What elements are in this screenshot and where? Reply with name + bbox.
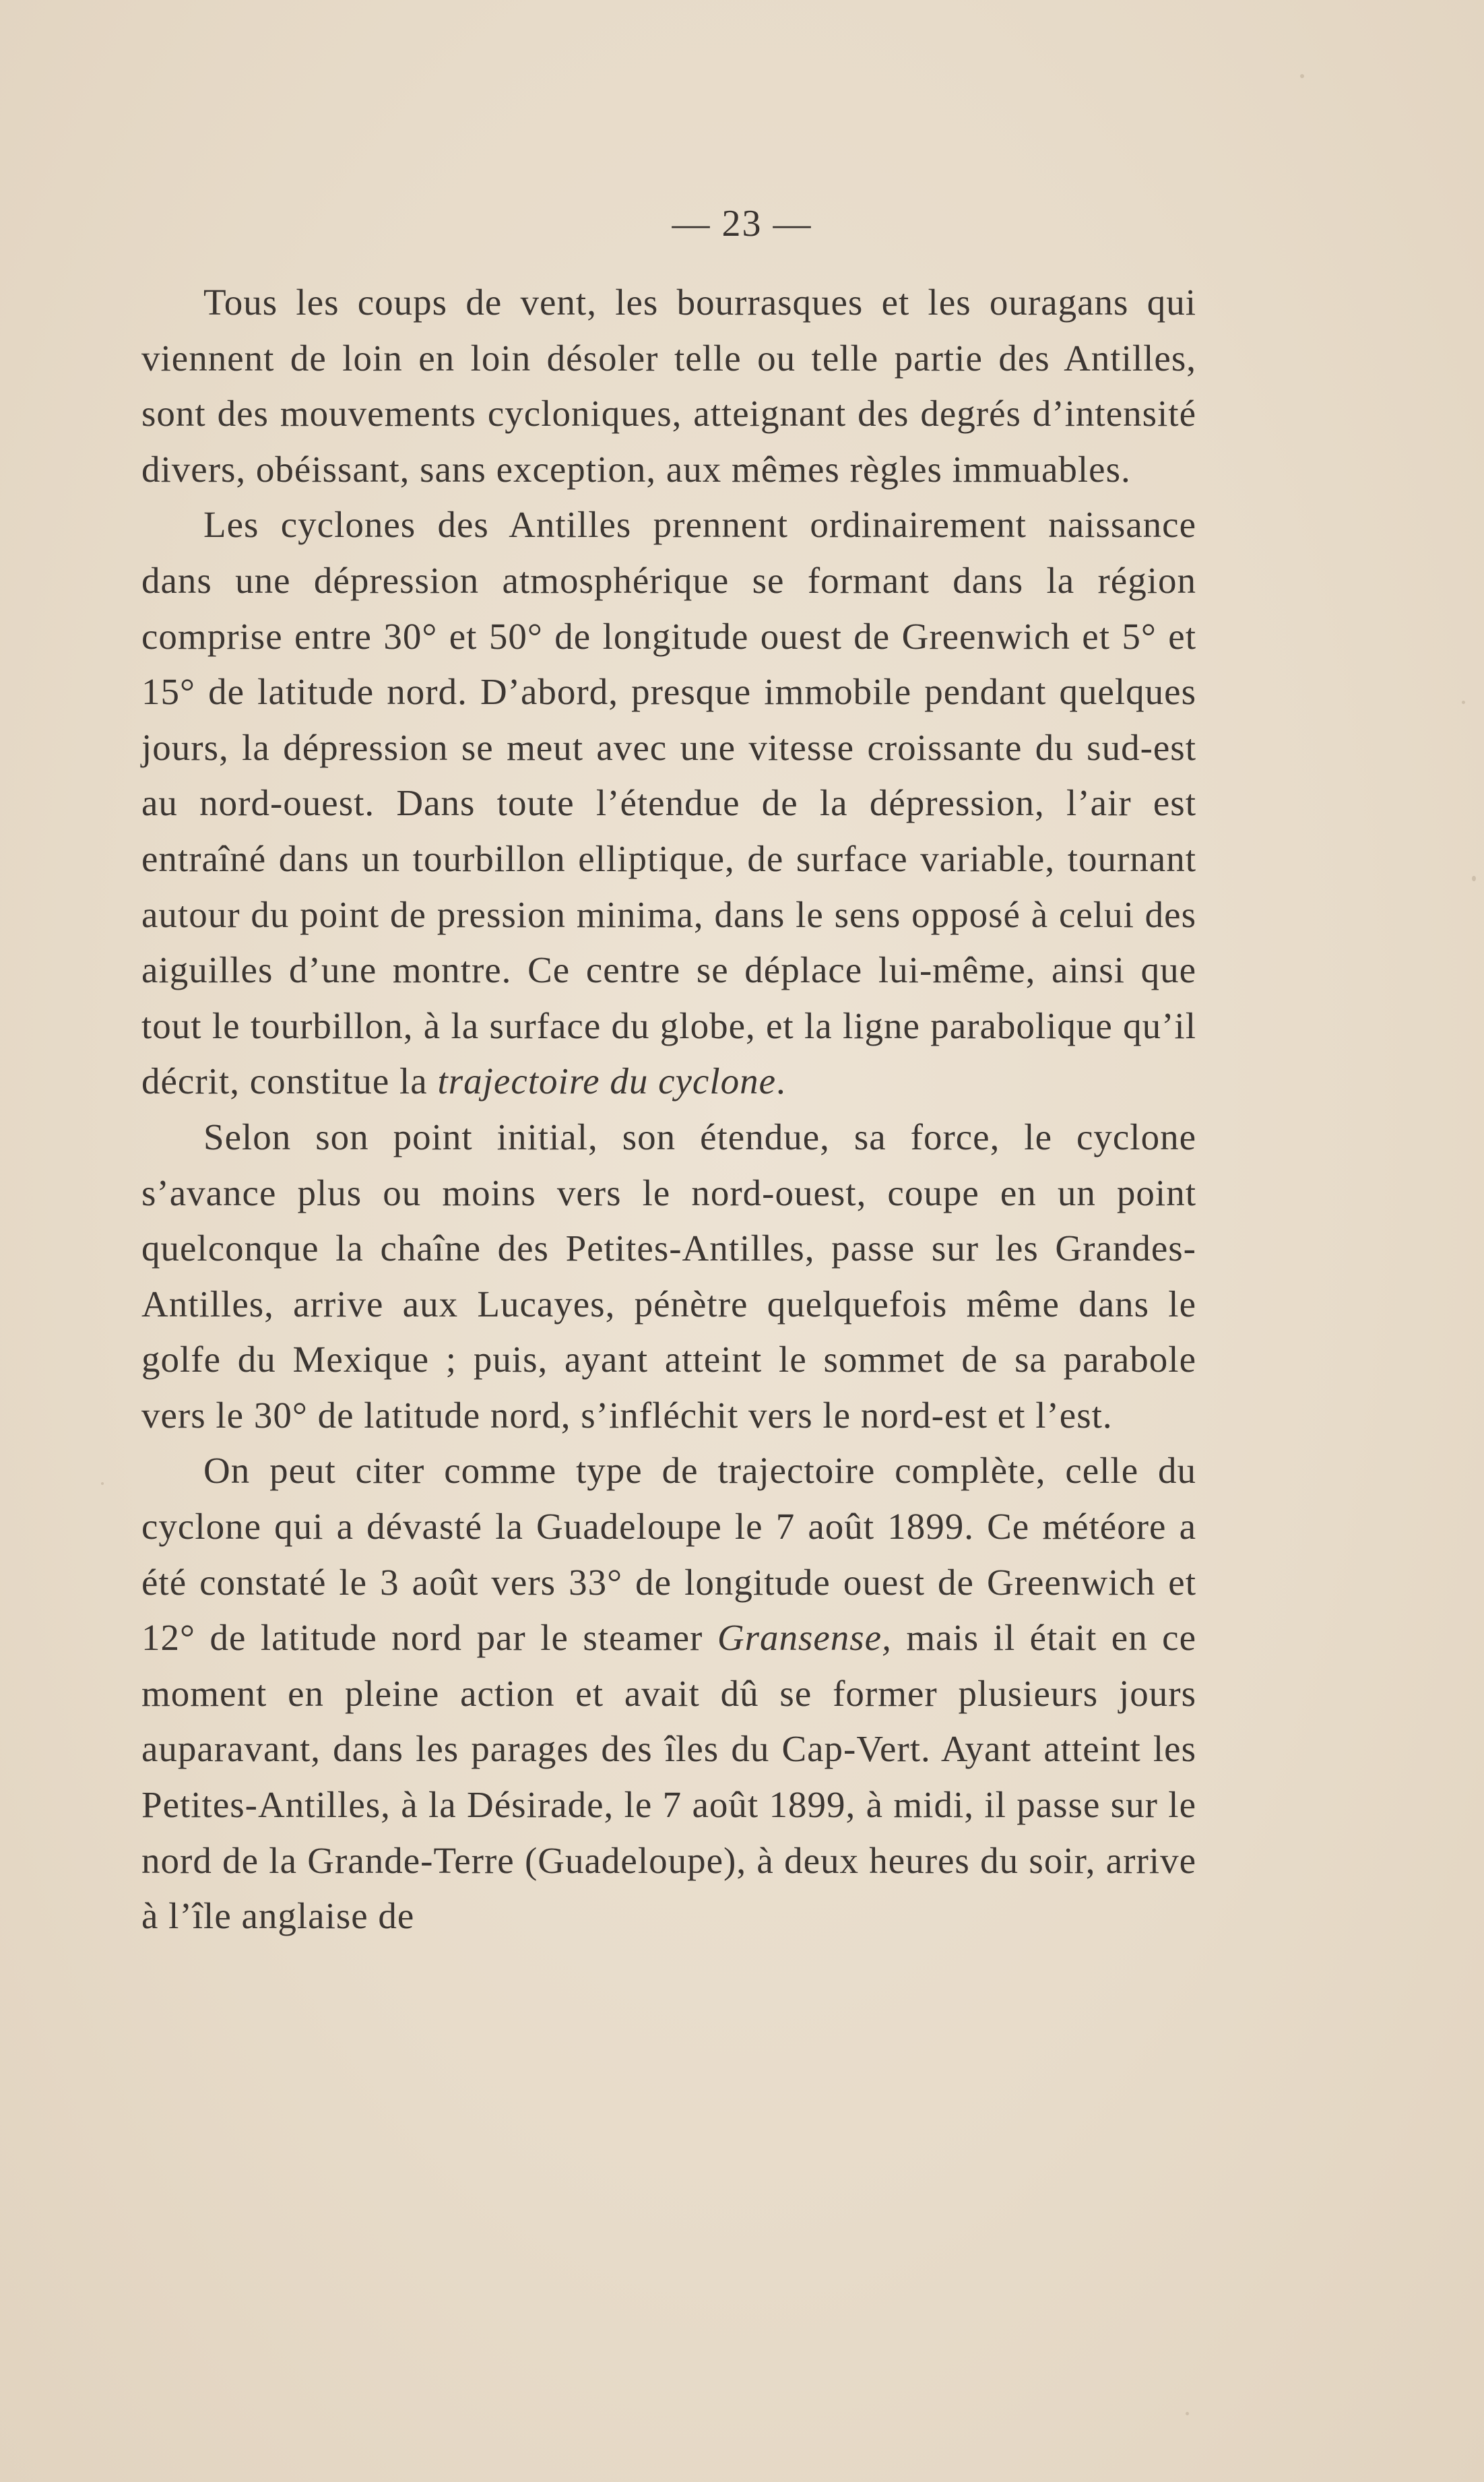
paragraph: On peut citer comme type de trajectoire complète, celle du cyclone qui a dévasté la Guadeloupe le 7 août 1899. Ce météore a été constaté le 3 août vers 33° de longitude ouest de Greenwich et 12° de latitude nord par le steamer Gransense, mais il était en ce moment en pleine action et avait dû se former plusieurs jours auparavant, dans les parages des îles du Cap-Vert. Ayant atteint les Petites-Antilles, à la Désirade, le 7 août 1899, à midi, il passe sur le nord de la Grande-Terre (Guadeloupe), à deux heures du soir, arrive à l’île anglaise de (141, 1450, 1197, 1937)
italic-phrase: Gransense, (717, 1617, 892, 1659)
paragraph: Les cyclones des Antilles prennent ordinairement naissance dans une dépression atmosphérique se formant dans la région comprise entre 30° et 50° de longitude ouest de Greenwich et 5° et 15° de latitude nord. D’abord, presque immobile pendant quelques jours, la dépression se meut avec une vitesse croissante du sud-est au nord-ouest. Dans toute l’étendue de la dépression, l’air est entraîné dans un tourbillon elliptique, de surface variable, tournant autour du point de pression minima, dans le sens opposé à celui des aiguilles d’une montre. Ce centre se déplace lui-même, ainsi que tout le tourbillon, à la surface du globe, et la ligne parabolique qu’il décrit, constitue la trajectoire du cyclone. (141, 504, 1196, 1102)
paper-speck (1472, 876, 1476, 881)
page-number: — 23 — (672, 203, 812, 245)
paper-speck (1462, 701, 1465, 704)
paper-speck (101, 1482, 104, 1485)
italic-phrase: trajectoire du cyclone (437, 1060, 777, 1102)
paragraph: Selon son point initial, son étendue, sa force, le cyclone s’avance plus ou moins vers le nord-ouest, coupe en un point quelconque la chaîne des Petites-Antilles, passe sur les Grandes-Antilles, arrive aux Lucayes, pénètre quelquefois même dans le golfe du Mexique ; puis, ayant atteint le sommet de sa parabole vers le 30° de latitude nord, s’infléchit vers le nord-est et l’est. (141, 1116, 1196, 1436)
body-text (141, 275, 1196, 1944)
paper-speck (1300, 74, 1304, 78)
paper-speck (1186, 2412, 1189, 2415)
paragraph: Tous les coups de vent, les bourrasques et les ouragans qui viennent de loin en loin désoler telle ou telle partie des Antilles, sont des mouvements cycloniques, atteignant des degrés d’intensité divers, obéissant, sans exception, aux mêmes règles immuables. (141, 282, 1196, 490)
